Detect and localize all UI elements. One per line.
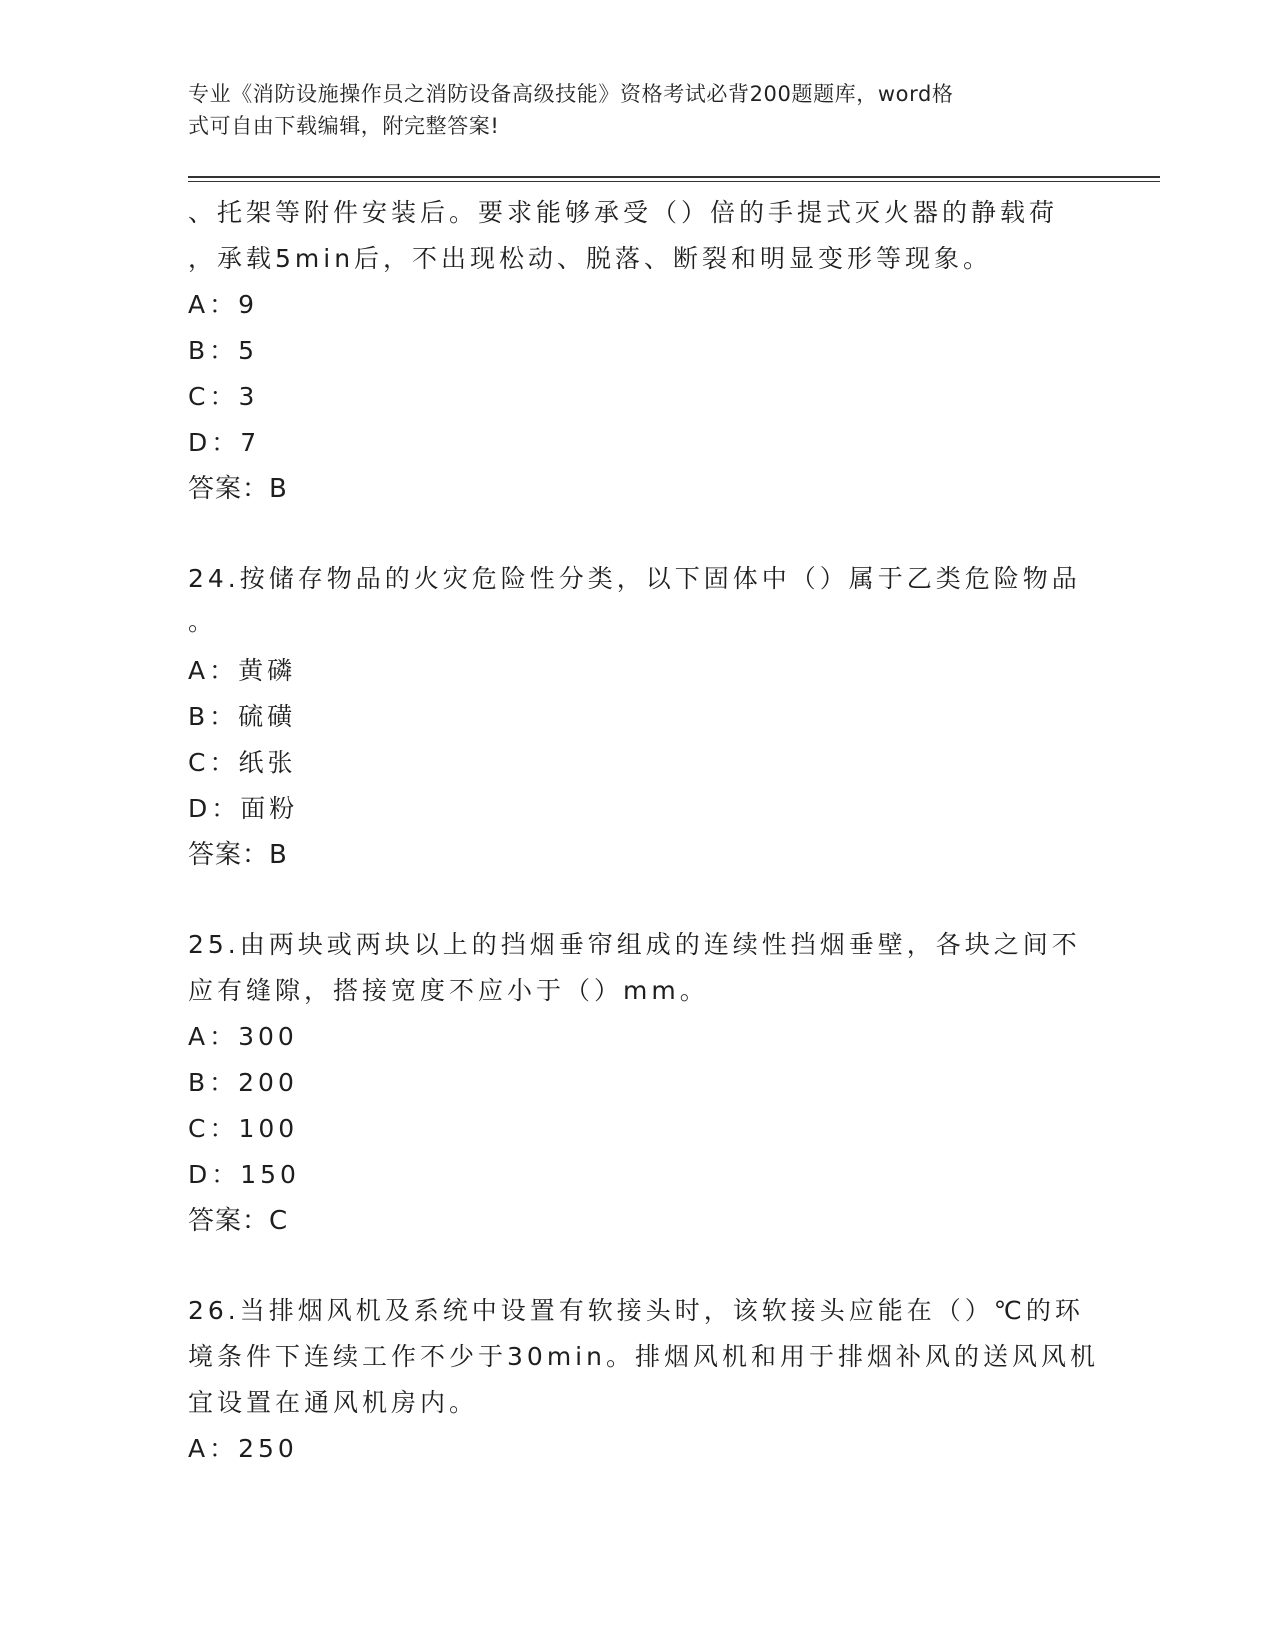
question-text-line: 应有缝隙，搭接宽度不应小于（）mm。 xyxy=(188,976,709,1005)
question-block xyxy=(188,1288,1099,1472)
question-text-line: 、托架等附件安装后。要求能够承受（）倍的手提式灭火器的静载荷 xyxy=(188,198,1059,227)
question-text-line: ，承载5min后，不出现松动、脱落、断裂和明显变形等现象。 xyxy=(188,244,993,273)
answer-line: 答案：C xyxy=(188,1206,289,1236)
option-b: B：硫磺 xyxy=(188,702,297,731)
question-text-line: 25.由两块或两块以上的挡烟垂帘组成的连续性挡烟垂壁，各块之间不 xyxy=(188,930,1081,959)
answer-line: 答案：B xyxy=(188,474,288,504)
question-list xyxy=(188,190,1099,1472)
option-d: D：7 xyxy=(188,428,261,457)
question-text-line: 宜设置在通风机房内。 xyxy=(188,1388,479,1417)
header-line-2: 式可自由下载编辑，附完整答案! xyxy=(188,114,500,138)
document-header xyxy=(188,78,1068,142)
option-b: B：200 xyxy=(188,1068,298,1097)
option-a: A：黄磷 xyxy=(188,656,297,685)
question-text-line: 26.当排烟风机及系统中设置有软接头时，该软接头应能在（）℃的环 xyxy=(188,1296,1084,1325)
spacer xyxy=(188,512,1088,556)
question-text-line: 境条件下连续工作不少于30min。排烟风机和用于排烟补风的送风风机 xyxy=(188,1342,1099,1371)
option-a: A：250 xyxy=(188,1434,298,1463)
question-block xyxy=(188,190,1088,512)
header-line-1: 专业《消防设施操作员之消防设备高级技能》资格考试必背200题题库，word格 xyxy=(188,82,954,106)
question-block xyxy=(188,922,1088,1244)
header-divider-thin xyxy=(188,181,1160,182)
option-c: C：100 xyxy=(188,1114,299,1143)
option-d: D：面粉 xyxy=(188,794,299,823)
option-a: A：300 xyxy=(188,1022,298,1051)
spacer xyxy=(188,878,1088,922)
question-text-line: 24.按储存物品的火灾危险性分类，以下固体中（）属于乙类危险物品 xyxy=(188,564,1081,593)
option-b: B：5 xyxy=(188,336,259,365)
option-d: D：150 xyxy=(188,1160,300,1189)
question-block xyxy=(188,556,1088,878)
header-divider-thick xyxy=(188,176,1160,178)
option-a: A：9 xyxy=(188,290,259,319)
answer-line: 答案：B xyxy=(188,840,288,870)
spacer xyxy=(188,1244,1088,1288)
option-c: C：纸张 xyxy=(188,748,297,777)
question-text-line: 。 xyxy=(188,607,218,636)
option-c: C：3 xyxy=(188,382,259,411)
